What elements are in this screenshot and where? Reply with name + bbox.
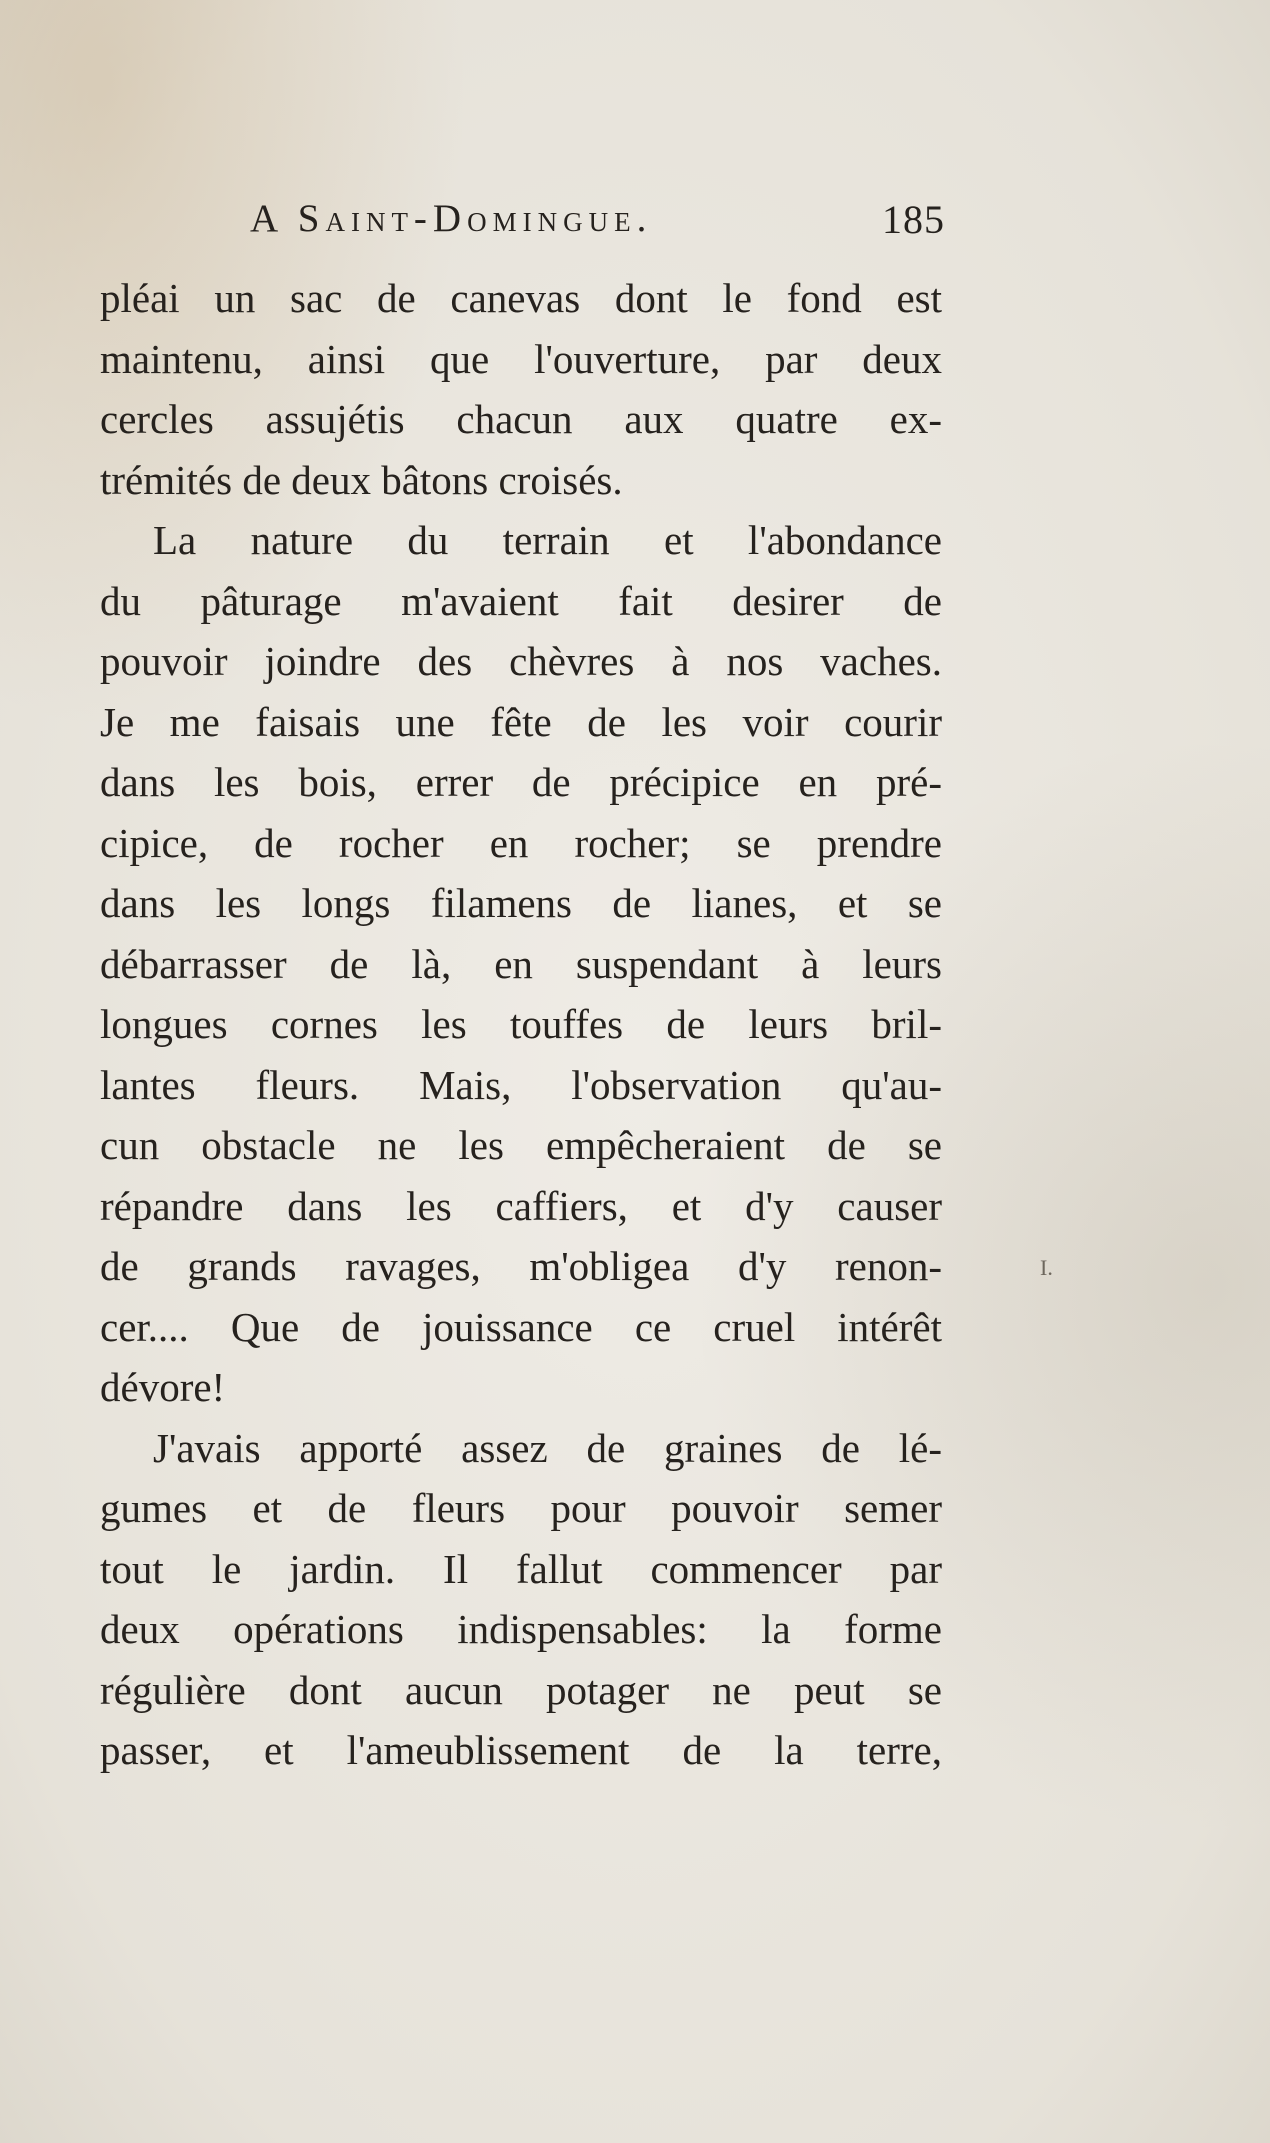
text-line: maintenu, ainsi que l'ouverture, par deux xyxy=(100,335,942,382)
text-line: dans les longs filamens de lianes, et se xyxy=(100,880,942,926)
text-line: deux opérations indispensables: la forme xyxy=(100,1606,942,1652)
text-line: pléai un sac de canevas dont le fond est xyxy=(100,275,942,321)
text-line: cercles assujétis chacun aux quatre ex- xyxy=(100,396,942,442)
text-line: dévore! xyxy=(100,1364,226,1410)
text-line: passer, et l'ameublissement de la terre, xyxy=(100,1727,942,1773)
text-line: La nature du terrain et l'abondance xyxy=(153,517,942,563)
text-line: cer.... Que de jouissance ce cruel intérêt xyxy=(100,1303,942,1350)
page-number: 185 xyxy=(882,197,945,242)
text-line: dans les bois, errer de précipice en pré- xyxy=(100,759,942,805)
text-line: longues cornes les touffes de leurs bril- xyxy=(100,1001,942,1047)
text-line: trémités de deux bâtons croisés. xyxy=(100,456,623,503)
text-line: lantes fleurs. Mais, l'observation qu'au- xyxy=(100,1061,942,1108)
page-header xyxy=(100,196,945,248)
text-line: J'avais apporté assez de graines de lé- xyxy=(153,1424,942,1471)
text-line: tout le jardin. Il fallut commencer par xyxy=(100,1545,942,1592)
text-line: Je me faisais une fête de les voir courir xyxy=(100,698,942,745)
text-line: régulière dont aucun potager ne peut se xyxy=(100,1666,942,1713)
text-line: cipice, de rocher en rocher; se prendre xyxy=(100,819,942,866)
running-head: A Saint-Domingue. xyxy=(250,197,653,240)
margin-mark: I. xyxy=(1040,1255,1053,1280)
text-line: de grands ravages, m'obligea d'y renon- xyxy=(100,1243,942,1289)
body-text xyxy=(100,268,942,1781)
text-line: gumes et de fleurs pour pouvoir semer xyxy=(100,1485,942,1531)
text-line: répandre dans les caffiers, et d'y causer xyxy=(100,1182,942,1229)
text-line: du pâturage m'avaient fait desirer de xyxy=(100,577,942,624)
text-line: débarrasser de là, en suspendant à leurs xyxy=(100,940,942,987)
text-line: pouvoir joindre des chèvres à nos vaches. xyxy=(100,638,942,684)
text-line: cun obstacle ne les empêcheraient de se xyxy=(100,1122,942,1168)
